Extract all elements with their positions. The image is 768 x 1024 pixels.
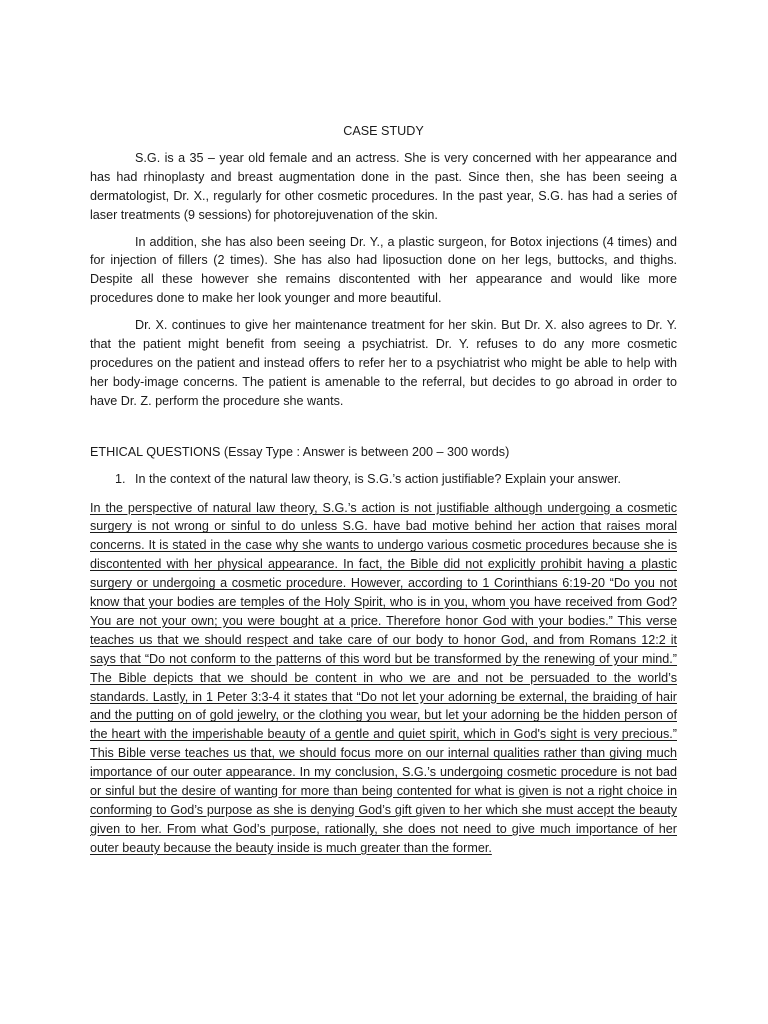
document-body xyxy=(90,122,677,858)
case-paragraph-1: S.G. is a 35 – year old female and an actress. She is very concerned with her appearance and has had rhinoplasty and breast augmentation done in the past. Since then, she has been seeing a dermatologist, Dr. X., regularly for other cosmetic procedures. In the past year, S.G. has had a series of laser treatments (9 sessions) for photorejuvenation of the skin. xyxy=(90,150,677,222)
question-number: 1. xyxy=(115,471,126,486)
case-paragraph-2: In addition, she has also been seeing Dr. Y., a plastic surgeon, for Botox injections (4 times) and for injection of fillers (2 times). She has also had liposuction done on her legs, buttocks, and thighs. Despite all these however she remains discontented with her appearance and would like more procedures done to make her look younger and more beautiful. xyxy=(90,234,677,306)
answer-paragraph: In the perspective of natural law theory, S.G.’s action is not justifiable although undergoing a cosmetic surgery is not wrong or sinful to do unless S.G. have bad motive behind her action that raises moral concerns. It is stated in the case why she wants to undergo various cosmetic procedures because she is discontented with her physical appearance. In fact, the Bible did not explicitly prohibit having a plastic surgery or undergoing a cosmetic procedure. However, according to 1 Corinthians 6:19-20 “Do you not know that your bodies are temples of the Holy Spirit, who is in you, whom you have received from God? You are not your own; you were bought at a price. Therefore honor God with your bodies.” This verse teaches us that we should respect and take care of our body to honor God, and from Romans 12:2 it says that “Do not conform to the patterns of this word but be transformed by the renewing of your mind.” The Bible depicts that we should be content in who we are and not be persuaded to the world’s standards. Lastly, in 1 Peter 3:3-4 it states that “Do not let your adorning be external, the braiding of hair and the putting on of gold jewelry, or the clothing you wear, but let your adorning be the hidden person of the heart with the imperishable beauty of a gentle and quiet spirit, which in God's sight is very precious.” This Bible verse teaches us that, we should focus more on our internal qualities rather than giving much importance of our outer appearance. In my conclusion, S.G.’s undergoing cosmetic procedure is not bad or sinful but the desire of wanting for more than being contented for what is given is not a right choice in conforming to God’s purpose as she is denying God’s gift given to her which she must accept the beauty given to her. From what God’s purpose, rationally, she does not need to give much importance of her outer beauty because the beauty inside is much greater than the former. xyxy=(90,500,677,855)
ethical-questions-heading: ETHICAL QUESTIONS (Essay Type : Answer is between 200 – 300 words) xyxy=(90,444,510,459)
question-item xyxy=(90,470,677,489)
question-text: In the context of the natural law theory, is S.G.’s action justifiable? Explain your answer. xyxy=(135,471,622,486)
case-paragraph-3: Dr. X. continues to give her maintenance treatment for her skin. But Dr. X. also agrees to Dr. Y. that the patient might benefit from seeing a psychiatrist. Dr. Y. refuses to do any more cosmetic procedures on the patient and instead offers to refer her to a psychiatrist who might be able to help with her body-image concerns. The patient is amenable to the referral, but decides to go abroad in order to have Dr. Z. perform the procedure she wants. xyxy=(90,318,677,408)
document-title: CASE STUDY xyxy=(343,124,424,138)
